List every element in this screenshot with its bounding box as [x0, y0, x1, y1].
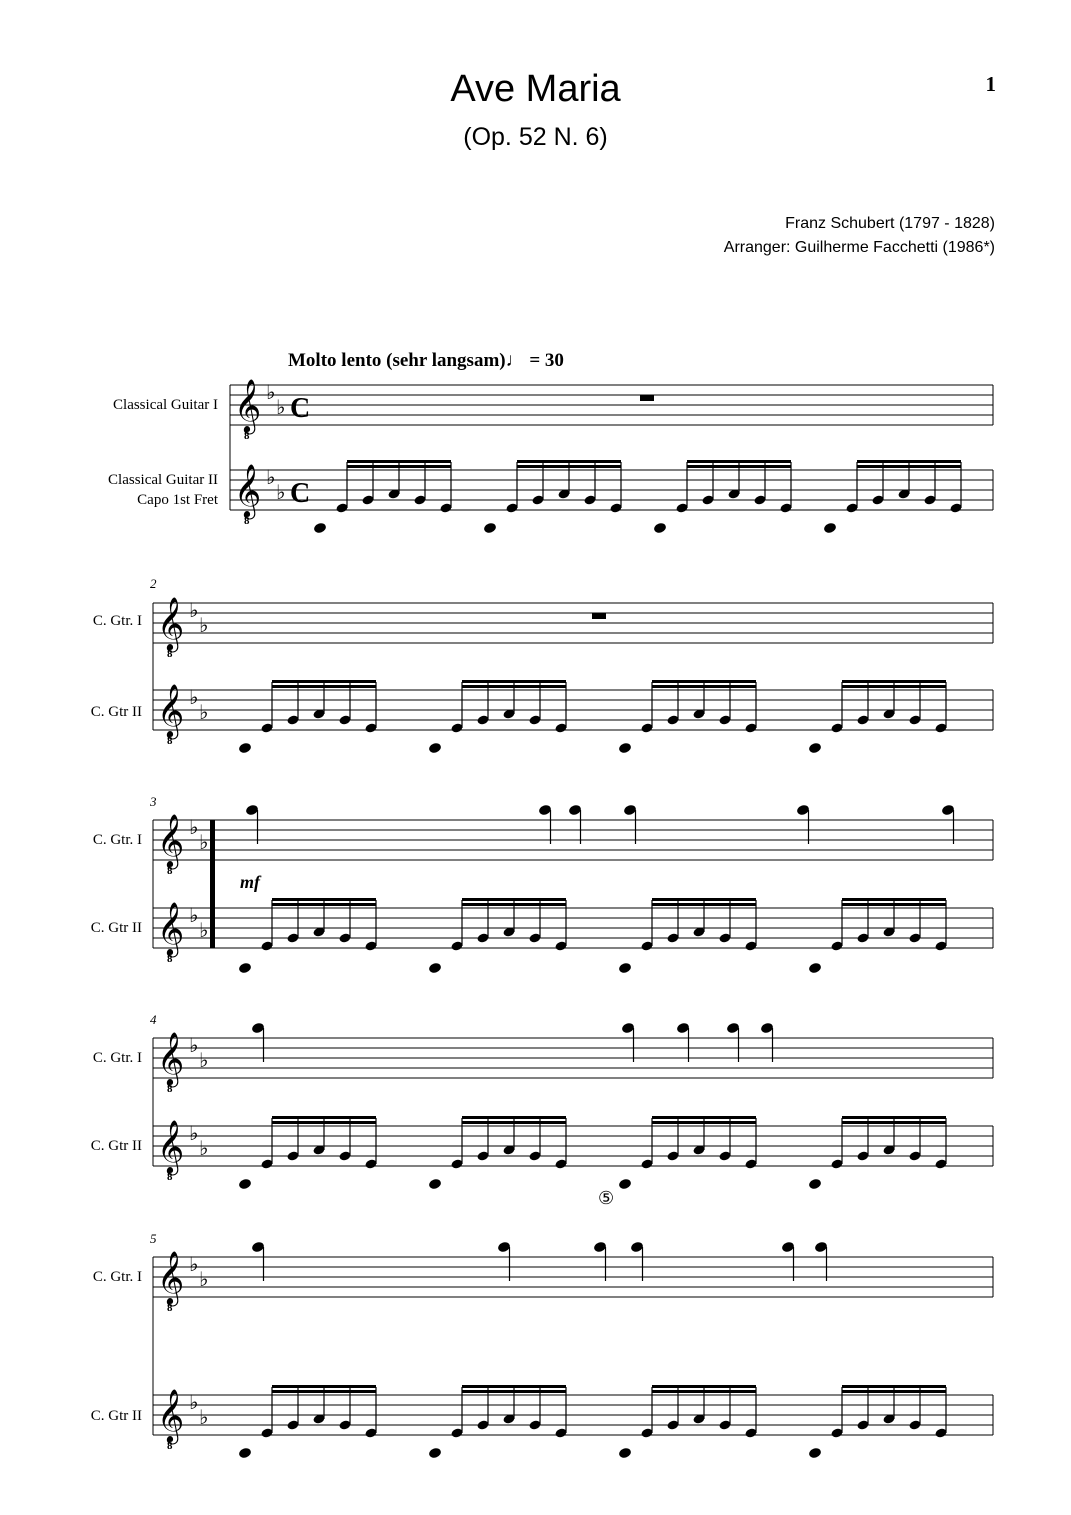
flat-icon: ♭: [199, 830, 209, 854]
octave-mark: 8: [167, 735, 173, 747]
whole-rest-icon: [592, 613, 606, 619]
flat-icon: ♭: [276, 395, 286, 419]
bass-note: [428, 1178, 442, 1191]
octave-mark: 8: [167, 1171, 173, 1183]
beam: [652, 1116, 756, 1119]
beam: [462, 1116, 566, 1119]
score-subtitle: (Op. 52 N. 6): [463, 123, 608, 151]
treble-clef-icon: 𝄞: [157, 901, 185, 955]
bass-note: [483, 522, 497, 535]
flat-icon: ♭: [199, 1136, 209, 1160]
short-label-guitar-2: C. Gtr II: [90, 920, 142, 936]
beam: [517, 460, 621, 463]
flat-icon: ♭: [199, 1267, 209, 1291]
octave-mark: 8: [167, 648, 173, 660]
treble-clef-icon: 𝄞: [234, 378, 262, 432]
metronome-value: = 30: [529, 350, 564, 371]
page-number: 1: [985, 72, 996, 96]
beam: [652, 898, 756, 901]
beam: [347, 465, 451, 468]
bass-note: [808, 962, 822, 975]
bass-note: [238, 1447, 252, 1460]
beam: [842, 1390, 946, 1393]
bass-note: [238, 742, 252, 755]
flat-icon: ♭: [189, 1121, 199, 1145]
bass-note: [238, 1178, 252, 1191]
treble-clef-icon: 𝄞: [157, 683, 185, 737]
measure-number: 3: [150, 794, 157, 809]
instrument-label-guitar-1: Classical Guitar I: [113, 397, 218, 413]
beam: [652, 1385, 756, 1388]
quarter-note-icon: ♩: [505, 350, 525, 371]
bass-note: [618, 742, 632, 755]
octave-mark: 8: [167, 1083, 173, 1095]
common-time-icon: C: [290, 478, 311, 509]
beam: [652, 903, 756, 906]
beam: [842, 685, 946, 688]
beam: [857, 465, 961, 468]
treble-clef-icon: 𝄞: [234, 463, 262, 517]
bass-note: [428, 742, 442, 755]
treble-clef-icon: 𝄞: [157, 1388, 185, 1442]
flat-icon: ♭: [199, 613, 209, 637]
beam: [272, 903, 376, 906]
repeat-bar: [210, 820, 215, 948]
beam: [652, 685, 756, 688]
beam: [517, 465, 621, 468]
beam: [652, 1121, 756, 1124]
beam: [272, 1116, 376, 1119]
beam: [842, 1116, 946, 1119]
bass-note: [808, 1447, 822, 1460]
short-label-guitar-1: C. Gtr. I: [92, 1050, 142, 1066]
beam: [462, 1390, 566, 1393]
measure-number: 5: [150, 1231, 157, 1246]
octave-mark: 8: [167, 865, 173, 877]
bass-note: [808, 742, 822, 755]
octave-mark: 8: [167, 1302, 173, 1314]
beam: [272, 1121, 376, 1124]
beam: [652, 1390, 756, 1393]
beam: [347, 460, 451, 463]
beam: [462, 680, 566, 683]
beam: [462, 898, 566, 901]
flat-icon: ♭: [189, 903, 199, 927]
beam: [842, 1385, 946, 1388]
tempo-text: Molto lento (sehr langsam): [288, 350, 506, 371]
octave-mark: 8: [244, 515, 250, 527]
treble-clef-icon: 𝄞: [157, 813, 185, 867]
beam: [857, 460, 961, 463]
common-time-icon: C: [290, 393, 311, 424]
bass-note: [653, 522, 667, 535]
string-number-marking: ⑤: [598, 1188, 615, 1208]
beam: [842, 903, 946, 906]
bass-note: [238, 962, 252, 975]
beam: [272, 898, 376, 901]
short-label-guitar-1: C. Gtr. I: [92, 613, 142, 629]
beam: [652, 680, 756, 683]
bass-note: [313, 522, 327, 535]
dynamic-marking: mf: [240, 872, 260, 892]
flat-icon: ♭: [199, 700, 209, 724]
short-label-guitar-2: C. Gtr II: [90, 704, 142, 720]
beam: [842, 680, 946, 683]
flat-icon: ♭: [189, 598, 199, 622]
whole-rest-icon: [640, 395, 654, 401]
beam: [687, 460, 791, 463]
beam: [272, 685, 376, 688]
treble-clef-icon: 𝄞: [157, 596, 185, 650]
octave-mark: 8: [167, 953, 173, 965]
octave-mark: 8: [167, 1440, 173, 1452]
short-label-guitar-1: C. Gtr. I: [92, 1269, 142, 1285]
beam: [272, 680, 376, 683]
flat-icon: ♭: [199, 918, 209, 942]
beam: [462, 1385, 566, 1388]
bass-note: [428, 962, 442, 975]
score-title: Ave Maria: [450, 68, 621, 110]
arranger-credit: Arranger: Guilherme Facchetti (1986*): [723, 239, 995, 256]
flat-icon: ♭: [189, 1252, 199, 1276]
short-label-guitar-1: C. Gtr. I: [92, 832, 142, 848]
beam: [272, 1385, 376, 1388]
beam: [842, 1121, 946, 1124]
short-label-guitar-2: C. Gtr II: [90, 1408, 142, 1424]
beam: [842, 898, 946, 901]
beam: [272, 1390, 376, 1393]
beam: [462, 1121, 566, 1124]
flat-icon: ♭: [199, 1048, 209, 1072]
bass-note: [823, 522, 837, 535]
instrument-label-guitar-2: Classical Guitar II: [108, 472, 218, 488]
flat-icon: ♭: [189, 685, 199, 709]
octave-mark: 8: [244, 430, 250, 442]
flat-icon: ♭: [189, 1390, 199, 1414]
treble-clef-icon: 𝄞: [157, 1250, 185, 1304]
flat-icon: ♭: [266, 380, 276, 404]
treble-clef-icon: 𝄞: [157, 1031, 185, 1085]
treble-clef-icon: 𝄞: [157, 1119, 185, 1173]
beam: [687, 465, 791, 468]
flat-icon: ♭: [266, 465, 276, 489]
measure-number: 4: [150, 1012, 157, 1027]
beam: [462, 685, 566, 688]
beam: [462, 903, 566, 906]
bass-note: [428, 1447, 442, 1460]
staves-layer: [153, 378, 993, 1459]
composer-credit: Franz Schubert (1797 - 1828): [785, 215, 995, 232]
bass-note: [618, 962, 632, 975]
capo-label: Capo 1st Fret: [137, 492, 218, 508]
flat-icon: ♭: [189, 1033, 199, 1057]
bass-note: [808, 1178, 822, 1191]
short-label-guitar-2: C. Gtr II: [90, 1138, 142, 1154]
flat-icon: ♭: [276, 480, 286, 504]
flat-icon: ♭: [189, 815, 199, 839]
flat-icon: ♭: [199, 1405, 209, 1429]
measure-number: 2: [150, 576, 157, 591]
bass-note: [618, 1178, 632, 1191]
bass-note: [618, 1447, 632, 1460]
